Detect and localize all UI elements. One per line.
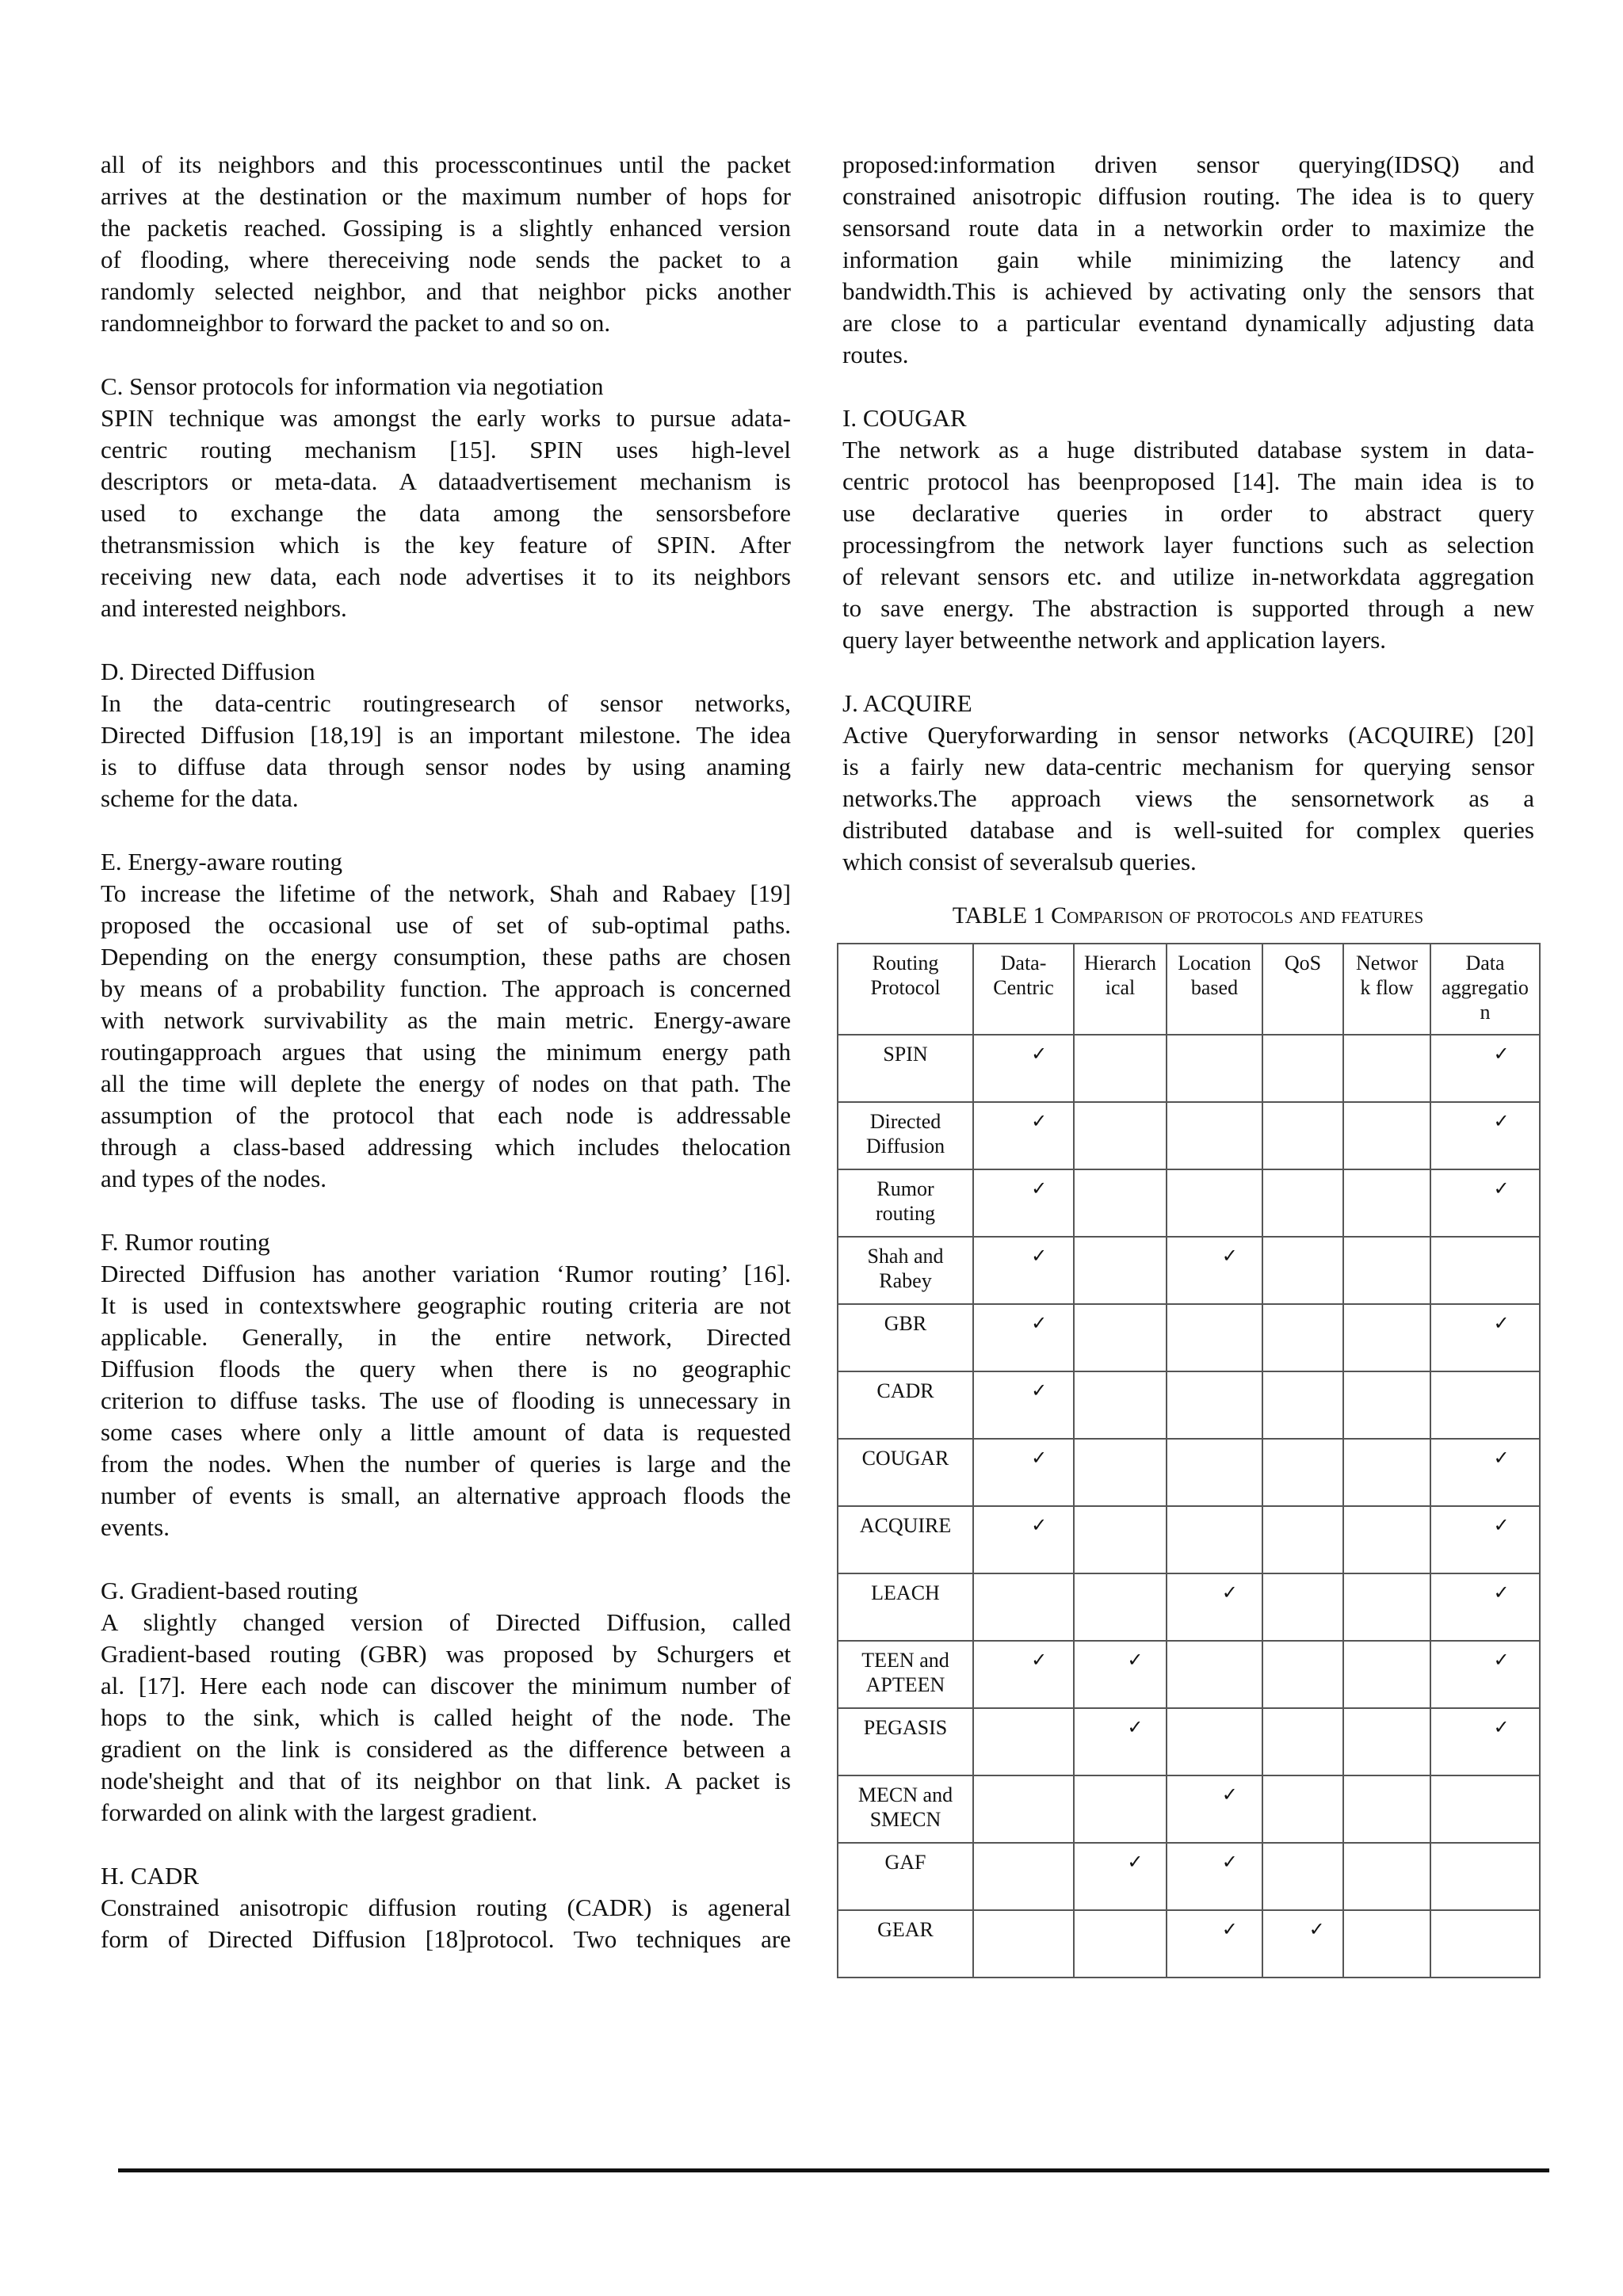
column-header bbox=[1074, 944, 1167, 1035]
feature-cell bbox=[1074, 1843, 1167, 1910]
section bbox=[101, 149, 791, 339]
checkmark-icon: ✓ bbox=[1221, 1245, 1238, 1267]
feature-cell bbox=[1167, 1573, 1262, 1641]
text-line: It is used in contextswhere geographic routing criteria are not bbox=[101, 1291, 791, 1319]
section bbox=[842, 149, 1534, 371]
checkmark-icon: ✓ bbox=[1493, 1649, 1510, 1671]
section-heading: G. Gradient-based routing bbox=[101, 1577, 358, 1604]
paragraph-gap bbox=[101, 1829, 791, 1860]
column-header bbox=[1430, 944, 1540, 1035]
checkmark-icon: ✓ bbox=[1493, 1177, 1510, 1199]
protocol-name-line: Diffusion bbox=[865, 1135, 945, 1158]
feature-cell bbox=[973, 1775, 1074, 1843]
section-heading: C. Sensor protocols for information via negotiation bbox=[101, 372, 604, 400]
feature-cell bbox=[1074, 1371, 1167, 1439]
text-line: criterion to diffuse tasks. The use of flooding is unnecessary in bbox=[101, 1386, 791, 1414]
column-header-line: aggregatio bbox=[1442, 976, 1529, 999]
protocol-name-line: SMECN bbox=[869, 1808, 941, 1831]
section-heading: H. CADR bbox=[101, 1862, 200, 1890]
feature-cell bbox=[1167, 1439, 1262, 1506]
text-line: node'sheight and that of its neighbor on that link. A packet is bbox=[101, 1767, 791, 1794]
feature-cell bbox=[1343, 1506, 1430, 1573]
feature-cell bbox=[1262, 1304, 1343, 1371]
section-heading: F. Rumor routing bbox=[101, 1228, 270, 1256]
table-caption-title: Comparison of protocols and features bbox=[1051, 902, 1424, 929]
checkmark-icon: ✓ bbox=[1031, 1043, 1048, 1065]
feature-cell bbox=[1167, 1843, 1262, 1910]
table-row bbox=[838, 1506, 1540, 1573]
feature-cell bbox=[1343, 1169, 1430, 1237]
feature-cell bbox=[1262, 1910, 1343, 1978]
feature-cell bbox=[1262, 1573, 1343, 1641]
feature-cell bbox=[973, 1439, 1074, 1506]
table-row bbox=[838, 1573, 1540, 1641]
text-line: hops to the sink, which is called height of the node. The bbox=[101, 1703, 791, 1731]
text-line: some cases where only a little amount of data is requested bbox=[101, 1418, 791, 1446]
protocol-name-line: Rumor bbox=[876, 1177, 934, 1200]
feature-cell bbox=[1167, 1371, 1262, 1439]
text-line: networks.The approach views the sensornetwork as a bbox=[842, 784, 1534, 812]
checkmark-icon: ✓ bbox=[1127, 1649, 1144, 1671]
feature-cell bbox=[1343, 1371, 1430, 1439]
feature-cell bbox=[1343, 1237, 1430, 1304]
feature-cell bbox=[1430, 1641, 1540, 1708]
text-line: bandwidth.This is achieved by activating only the sensors that bbox=[842, 277, 1534, 305]
protocol-name-cell bbox=[838, 1843, 973, 1910]
protocol-name-line: Rabey bbox=[879, 1269, 932, 1292]
text-line: proposed the occasional use of set of sub-optimal paths. bbox=[101, 911, 791, 939]
protocol-name-line: GEAR bbox=[877, 1918, 934, 1941]
checkmark-icon: ✓ bbox=[1493, 1514, 1510, 1536]
feature-cell bbox=[1343, 1035, 1430, 1102]
protocol-name-line: PEGASIS bbox=[863, 1716, 948, 1739]
feature-cell bbox=[1430, 1708, 1540, 1775]
protocol-name-line: SPIN bbox=[883, 1043, 928, 1066]
text-line: with network survivability as the main metric. Energy-aware bbox=[101, 1006, 791, 1034]
text-line: sensorsand route data in a networkin order to maximize the bbox=[842, 214, 1534, 242]
text-line: by means of a probability function. The approach is concerned bbox=[101, 974, 791, 1002]
column-header-line: QoS bbox=[1284, 952, 1322, 974]
text-line: assumption of the protocol that each node is addressable bbox=[101, 1101, 791, 1129]
text-line: Active Queryforwarding in sensor networks (ACQUIRE) [20] bbox=[842, 721, 1534, 749]
text-line: query layer betweenthe network and application layers. bbox=[842, 626, 1387, 654]
column-header-line: ical bbox=[1105, 976, 1136, 999]
feature-cell bbox=[1074, 1506, 1167, 1573]
protocol-name-cell bbox=[838, 1641, 973, 1708]
protocol-name-cell bbox=[838, 1237, 973, 1304]
text-line: Directed Diffusion [18,19] is an important milestone. The idea bbox=[101, 721, 791, 749]
protocol-name-line: routing bbox=[875, 1202, 936, 1225]
section bbox=[101, 1575, 791, 1829]
feature-cell bbox=[1167, 1102, 1262, 1169]
column-header-line: based bbox=[1190, 976, 1239, 999]
section-heading: I. COUGAR bbox=[842, 404, 967, 432]
column-header bbox=[1167, 944, 1262, 1035]
text-line: applicable. Generally, in the entire network, Directed bbox=[101, 1323, 791, 1351]
section bbox=[101, 656, 791, 814]
feature-cell bbox=[973, 1641, 1074, 1708]
paragraph-gap bbox=[101, 624, 791, 656]
feature-cell bbox=[1430, 1035, 1540, 1102]
feature-cell bbox=[1074, 1641, 1167, 1708]
text-line: arrives at the destination or the maximum number of hops for bbox=[101, 182, 791, 210]
text-line: distributed database and is well-suited for complex queries bbox=[842, 816, 1534, 844]
feature-cell bbox=[1430, 1169, 1540, 1237]
feature-cell bbox=[1430, 1439, 1540, 1506]
protocol-name-line: GAF bbox=[884, 1851, 926, 1874]
text-line: A slightly changed version of Directed Diffusion, called bbox=[101, 1608, 791, 1636]
checkmark-icon: ✓ bbox=[1221, 1918, 1238, 1940]
left-text-column bbox=[101, 149, 791, 1955]
feature-cell bbox=[1262, 1641, 1343, 1708]
text-line: constrained anisotropic diffusion routing. The idea is to query bbox=[842, 182, 1534, 210]
protocol-comparison-table bbox=[837, 943, 1541, 1978]
feature-cell bbox=[1430, 1843, 1540, 1910]
feature-cell bbox=[1430, 1304, 1540, 1371]
protocol-name-cell bbox=[838, 1573, 973, 1641]
text-line: to save energy. The abstraction is supported through a new bbox=[842, 594, 1534, 622]
feature-cell bbox=[1430, 1102, 1540, 1169]
feature-cell bbox=[973, 1910, 1074, 1978]
feature-cell bbox=[1343, 1304, 1430, 1371]
feature-cell bbox=[1343, 1910, 1430, 1978]
feature-cell bbox=[1074, 1237, 1167, 1304]
column-header bbox=[838, 944, 973, 1035]
feature-cell bbox=[1262, 1102, 1343, 1169]
text-line: and interested neighbors. bbox=[101, 594, 347, 622]
right-text-column bbox=[842, 149, 1534, 878]
text-line: centric routing mechanism [15]. SPIN uses high-level bbox=[101, 436, 791, 463]
feature-cell bbox=[1430, 1910, 1540, 1978]
protocol-name-cell bbox=[838, 1035, 973, 1102]
checkmark-icon: ✓ bbox=[1493, 1447, 1510, 1469]
text-line: information gain while minimizing the latency and bbox=[842, 246, 1534, 273]
paragraph-gap bbox=[101, 1195, 791, 1226]
feature-cell bbox=[973, 1371, 1074, 1439]
checkmark-icon: ✓ bbox=[1308, 1918, 1325, 1940]
feature-cell bbox=[1074, 1775, 1167, 1843]
table-caption bbox=[837, 900, 1539, 932]
text-line: from the nodes. When the number of queries is large and the bbox=[101, 1450, 791, 1478]
footer-rule bbox=[118, 2168, 1549, 2172]
table-row bbox=[838, 1304, 1540, 1371]
table-row bbox=[838, 1641, 1540, 1708]
feature-cell bbox=[1167, 1775, 1262, 1843]
table-row bbox=[838, 1910, 1540, 1978]
protocol-name-line: LEACH bbox=[871, 1581, 940, 1604]
text-line: Gradient-based routing (GBR) was proposed by Schurgers et bbox=[101, 1640, 791, 1668]
paragraph-gap bbox=[842, 656, 1534, 688]
checkmark-icon: ✓ bbox=[1031, 1447, 1048, 1469]
protocol-name-line: COUGAR bbox=[861, 1447, 949, 1470]
protocol-name-cell bbox=[838, 1775, 973, 1843]
feature-cell bbox=[973, 1506, 1074, 1573]
text-line: all the time will deplete the energy of nodes on that path. The bbox=[101, 1070, 791, 1097]
feature-cell bbox=[1430, 1775, 1540, 1843]
text-line: Constrained anisotropic diffusion routing (CADR) is ageneral bbox=[101, 1894, 791, 1921]
feature-cell bbox=[1167, 1237, 1262, 1304]
column-header-line: Hierarch bbox=[1084, 952, 1156, 974]
protocol-name-cell bbox=[838, 1169, 973, 1237]
column-header-line: Location bbox=[1178, 952, 1251, 974]
protocol-name-line: APTEEN bbox=[865, 1673, 945, 1696]
feature-cell bbox=[1262, 1775, 1343, 1843]
feature-cell bbox=[1343, 1708, 1430, 1775]
paragraph-gap bbox=[101, 1543, 791, 1575]
table-row bbox=[838, 1708, 1540, 1775]
text-line: al. [17]. Here each node can discover the minimum number of bbox=[101, 1672, 791, 1699]
text-line: randomly selected neighbor, and that neighbor picks another bbox=[101, 277, 791, 305]
checkmark-icon: ✓ bbox=[1127, 1851, 1144, 1873]
text-line: are close to a particular eventand dynamically adjusting data bbox=[842, 309, 1534, 337]
text-line: Directed Diffusion has another variation ‘Rumor routing’ [16]. bbox=[101, 1260, 791, 1287]
text-line: receiving new data, each node advertises it to its neighbors bbox=[101, 563, 791, 590]
feature-cell bbox=[973, 1573, 1074, 1641]
feature-cell bbox=[1074, 1169, 1167, 1237]
feature-cell bbox=[973, 1843, 1074, 1910]
protocol-name-cell bbox=[838, 1304, 973, 1371]
feature-cell bbox=[1343, 1102, 1430, 1169]
column-header bbox=[1343, 944, 1430, 1035]
checkmark-icon: ✓ bbox=[1031, 1514, 1048, 1536]
feature-cell bbox=[1074, 1102, 1167, 1169]
feature-cell bbox=[1074, 1439, 1167, 1506]
text-line: To increase the lifetime of the network, Shah and Rabaey [19] bbox=[101, 879, 791, 907]
protocol-name-cell bbox=[838, 1371, 973, 1439]
feature-cell bbox=[1430, 1506, 1540, 1573]
checkmark-icon: ✓ bbox=[1031, 1312, 1048, 1334]
text-line: form of Directed Diffusion [18]protocol. Two techniques are bbox=[101, 1925, 791, 1953]
checkmark-icon: ✓ bbox=[1031, 1379, 1048, 1402]
feature-cell bbox=[1262, 1708, 1343, 1775]
table-header-row bbox=[838, 944, 1540, 1035]
paragraph-gap bbox=[842, 371, 1534, 402]
feature-cell bbox=[1343, 1641, 1430, 1708]
checkmark-icon: ✓ bbox=[1493, 1312, 1510, 1334]
feature-cell bbox=[973, 1304, 1074, 1371]
column-header-line: Centric bbox=[993, 976, 1054, 999]
protocol-name-line: ACQUIRE bbox=[859, 1514, 952, 1537]
protocol-name-cell bbox=[838, 1910, 973, 1978]
feature-cell bbox=[1262, 1371, 1343, 1439]
section bbox=[101, 846, 791, 1195]
protocol-name-cell bbox=[838, 1102, 973, 1169]
feature-cell bbox=[973, 1035, 1074, 1102]
checkmark-icon: ✓ bbox=[1031, 1245, 1048, 1267]
text-line: routes. bbox=[842, 341, 909, 368]
feature-cell bbox=[1343, 1843, 1430, 1910]
column-header-line: n bbox=[1480, 1001, 1491, 1024]
text-line: through a class-based addressing which includes thelocation bbox=[101, 1133, 791, 1161]
protocol-name-line: MECN and bbox=[857, 1783, 953, 1806]
feature-cell bbox=[1167, 1304, 1262, 1371]
checkmark-icon: ✓ bbox=[1221, 1851, 1238, 1873]
section bbox=[101, 1226, 791, 1543]
text-line: processingfrom the network layer functions such as selection bbox=[842, 531, 1534, 559]
feature-cell bbox=[1262, 1169, 1343, 1237]
text-line: which consist of severalsub queries. bbox=[842, 848, 1197, 875]
feature-cell bbox=[1167, 1708, 1262, 1775]
feature-cell bbox=[973, 1708, 1074, 1775]
text-line: is to diffuse data through sensor nodes by using anaming bbox=[101, 753, 791, 780]
feature-cell bbox=[1262, 1237, 1343, 1304]
table-row bbox=[838, 1035, 1540, 1102]
text-line: descriptors or meta-data. A dataadvertisement mechanism is bbox=[101, 467, 791, 495]
protocol-name-line: TEEN and bbox=[861, 1649, 949, 1672]
table-row bbox=[838, 1169, 1540, 1237]
checkmark-icon: ✓ bbox=[1031, 1177, 1048, 1199]
checkmark-icon: ✓ bbox=[1493, 1716, 1510, 1738]
feature-cell bbox=[973, 1169, 1074, 1237]
text-line: In the data-centric routingresearch of sensor networks, bbox=[101, 689, 791, 717]
feature-cell bbox=[1074, 1573, 1167, 1641]
protocol-name-line: GBR bbox=[884, 1312, 927, 1335]
text-line: the packetis reached. Gossiping is a slightly enhanced version bbox=[101, 214, 791, 242]
column-header bbox=[973, 944, 1074, 1035]
table-row bbox=[838, 1439, 1540, 1506]
feature-cell bbox=[1262, 1439, 1343, 1506]
checkmark-icon: ✓ bbox=[1493, 1043, 1510, 1065]
checkmark-icon: ✓ bbox=[1493, 1110, 1510, 1132]
table-row bbox=[838, 1843, 1540, 1910]
paragraph-gap bbox=[101, 339, 791, 371]
section-heading: J. ACQUIRE bbox=[842, 689, 972, 717]
column-header-line: Data- bbox=[1000, 952, 1047, 974]
text-line: of flooding, where thereceiving node sends the packet to a bbox=[101, 246, 791, 273]
protocol-name-cell bbox=[838, 1708, 973, 1775]
section bbox=[842, 402, 1534, 656]
protocol-name-line: CADR bbox=[876, 1379, 934, 1402]
feature-cell bbox=[1167, 1169, 1262, 1237]
text-line: events. bbox=[101, 1513, 170, 1541]
text-line: used to exchange the data among the sensorsbefore bbox=[101, 499, 791, 527]
text-line: and types of the nodes. bbox=[101, 1165, 327, 1192]
text-line: thetransmission which is the key feature of SPIN. After bbox=[101, 531, 791, 559]
text-line: The network as a huge distributed database system in data- bbox=[842, 436, 1534, 463]
feature-cell bbox=[1167, 1035, 1262, 1102]
feature-cell bbox=[1167, 1641, 1262, 1708]
feature-cell bbox=[1430, 1573, 1540, 1641]
feature-cell bbox=[1430, 1237, 1540, 1304]
text-line: Diffusion floods the query when there is no geographic bbox=[101, 1355, 791, 1383]
checkmark-icon: ✓ bbox=[1031, 1649, 1048, 1671]
table-row bbox=[838, 1775, 1540, 1843]
feature-cell bbox=[1074, 1708, 1167, 1775]
text-line: proposed:information driven sensor querying(IDSQ) and bbox=[842, 151, 1534, 178]
feature-cell bbox=[973, 1102, 1074, 1169]
text-line: use declarative queries in order to abstract query bbox=[842, 499, 1534, 527]
column-header-line: Protocol bbox=[870, 976, 941, 999]
section bbox=[842, 688, 1534, 878]
text-line: is a fairly new data-centric mechanism for querying sensor bbox=[842, 753, 1534, 780]
column-header-line: k flow bbox=[1360, 976, 1414, 999]
feature-cell bbox=[1262, 1035, 1343, 1102]
feature-cell bbox=[1343, 1573, 1430, 1641]
feature-cell bbox=[973, 1237, 1074, 1304]
protocol-name-line: Shah and bbox=[867, 1245, 944, 1268]
column-header bbox=[1262, 944, 1343, 1035]
section-heading: E. Energy-aware routing bbox=[101, 848, 343, 875]
text-line: randomneighbor to forward the packet to and so on. bbox=[101, 309, 611, 337]
text-line: number of events is small, an alternative approach floods the bbox=[101, 1482, 791, 1509]
column-header-line: Networ bbox=[1356, 952, 1418, 974]
protocol-name-cell bbox=[838, 1439, 973, 1506]
feature-cell bbox=[1074, 1035, 1167, 1102]
feature-cell bbox=[1074, 1910, 1167, 1978]
protocol-name-line: Directed bbox=[869, 1110, 941, 1133]
table-row bbox=[838, 1102, 1540, 1169]
checkmark-icon: ✓ bbox=[1493, 1581, 1510, 1604]
section bbox=[101, 371, 791, 624]
text-line: routingapproach argues that using the minimum energy path bbox=[101, 1038, 791, 1066]
section-heading: D. Directed Diffusion bbox=[101, 658, 315, 685]
column-header-line: Routing bbox=[872, 952, 939, 974]
checkmark-icon: ✓ bbox=[1221, 1581, 1238, 1604]
text-line: all of its neighbors and this processcontinues until the packet bbox=[101, 151, 791, 178]
text-line: gradient on the link is considered as the difference between a bbox=[101, 1735, 791, 1763]
table-row bbox=[838, 1371, 1540, 1439]
table-caption-prefix: TABLE 1 bbox=[952, 902, 1052, 929]
section bbox=[101, 1860, 791, 1955]
feature-cell bbox=[1343, 1775, 1430, 1843]
text-line: Depending on the energy consumption, these paths are chosen bbox=[101, 943, 791, 971]
text-line: of relevant sensors etc. and utilize in-networkdata aggregation bbox=[842, 563, 1534, 590]
protocol-name-cell bbox=[838, 1506, 973, 1573]
feature-cell bbox=[1343, 1439, 1430, 1506]
feature-cell bbox=[1167, 1910, 1262, 1978]
text-line: SPIN technique was amongst the early works to pursue adata- bbox=[101, 404, 791, 432]
column-header-line: Data bbox=[1465, 952, 1505, 974]
table-row bbox=[838, 1237, 1540, 1304]
feature-cell bbox=[1167, 1506, 1262, 1573]
text-line: forwarded on alink with the largest gradient. bbox=[101, 1798, 538, 1826]
text-line: scheme for the data. bbox=[101, 784, 299, 812]
checkmark-icon: ✓ bbox=[1221, 1783, 1238, 1806]
feature-cell bbox=[1430, 1371, 1540, 1439]
feature-cell bbox=[1262, 1506, 1343, 1573]
paragraph-gap bbox=[101, 814, 791, 846]
text-line: centric protocol has beenproposed [14]. The main idea is to bbox=[842, 467, 1534, 495]
feature-cell bbox=[1262, 1843, 1343, 1910]
checkmark-icon: ✓ bbox=[1127, 1716, 1144, 1738]
checkmark-icon: ✓ bbox=[1031, 1110, 1048, 1132]
feature-cell bbox=[1074, 1304, 1167, 1371]
